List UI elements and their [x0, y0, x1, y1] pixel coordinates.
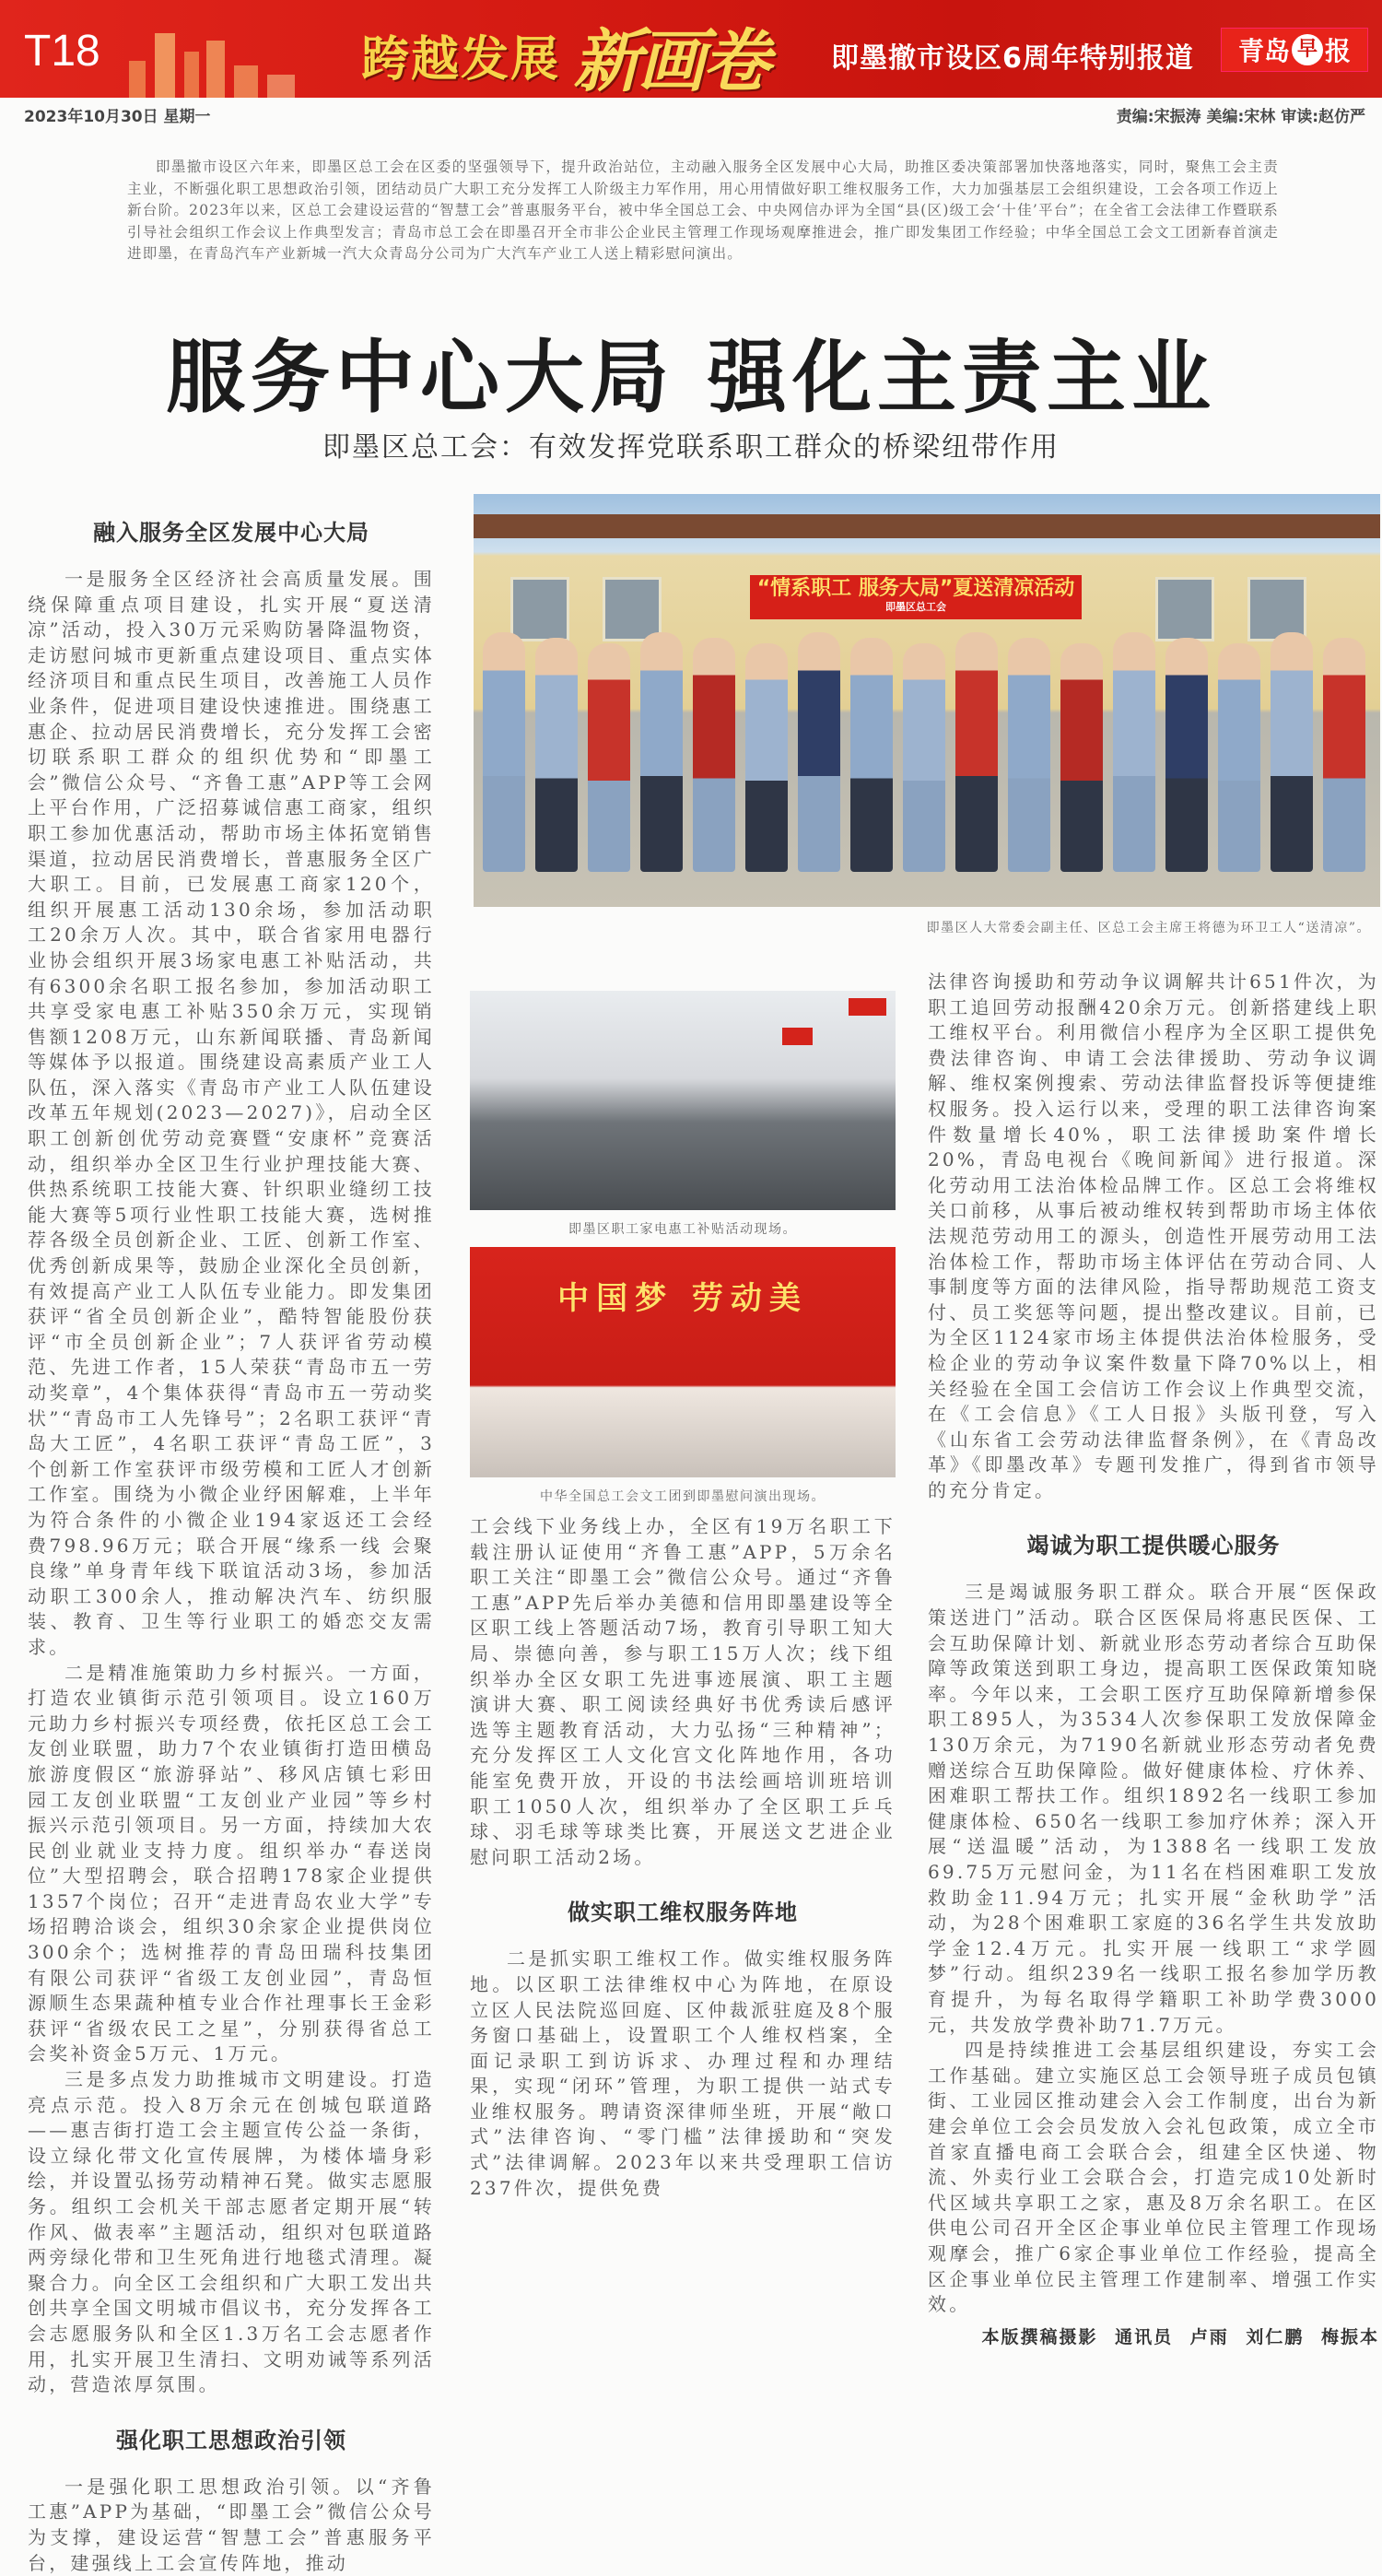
- person-figure: [1060, 643, 1103, 872]
- red-banner-decoration: [849, 998, 886, 1016]
- photo2-caption: 即墨区职工家电惠工补贴活动现场。: [568, 1222, 797, 1237]
- person-figure: [1271, 632, 1313, 872]
- article-paragraph: 工会线下业务线上办，全区有19万名职工下载注册认证使用“齐鲁工惠”APP，5万余名职工关注“即墨工会”微信公众号。通过“齐鲁工惠”APP先后举办美德和信用即墨建设等全区职工线上答题活动7场，教育引导职工知大局、崇德向善，参与职工15万人次；线下组织举办全区女职工先进事迹展演、职工主题演讲大赛、职工阅读经典好书优秀读后感评选等主题教育活动，大力弘扬“三种精神”；充分发挥区工人文化宫文化阵地作用，各功能室免费开放，开设的书法绘画培训班培训职工1050人次，组织举办了全区职工乒乓球、羽毛球等球类比赛，开展送文艺进企业慰问职工活动2场。: [470, 1515, 896, 1868]
- logo-text-left: 青岛: [1237, 36, 1290, 66]
- special-report-label: 即墨撤市设区6周年特别报道: [831, 42, 1194, 75]
- section-heading: 做实职工维权服务阵地: [568, 1900, 798, 1926]
- section-title-calligraphy: 新画卷: [573, 22, 767, 98]
- red-banner-decoration: [782, 1028, 813, 1045]
- person-figure: [1113, 632, 1155, 872]
- article-paragraph: 二是抓实职工维权工作。做实维权服务阵地。以区职工法律维权中心为阵地，在原设立区人民法院巡回庭、区仲裁派驻庭及8个服务窗口基础上，设置职工个人维权档案，全面记录职工到访诉求、办理过程和办理结果，实现“闭环”管理，为职工提供一站式专业维权服务。聘请资深律师坐班，开展“敞口式”法律咨询、“零门槛”法律援助和“突发式”法律调解。2023年以来共受理职工信访237件次，提供免费: [470, 1947, 896, 2199]
- person-figure: [850, 638, 893, 872]
- logo-emblem-icon: 早: [1292, 34, 1323, 65]
- middle-column: [470, 991, 896, 2201]
- photo3-caption: 中华全国总工会文工团到即墨慰问演出现场。: [540, 1489, 826, 1504]
- article-paragraph: 三是竭诚服务职工群众。联合开展“医保政策送进门”活动。联合区医保局将惠民医保、工会互助保障计划、新就业形态劳动者综合互助保障等政策送到职工身边，提高职工医保政策知晓率。今年以来，工会职工医疗互助保障新增参保职工895人，为3534人次参保职工发放保障金130万余元，为7190名新就业形态劳动者免费赠送综合互助保障险。做好健康体检、疗休养、困难职工帮扶工作。组织1892名一线职工参加健康体检、650名一线职工参加疗休养；深入开展“送温暖”活动，为1388名一线职工发放69.75万元慰问金，为11名在档困难职工发放救助金11.94万元；扎实开展“金秋助学”活动，为28个困难职工家庭的36名学生共发放助学金12.4万元。扎实开展一线职工“求学圆梦”行动。组织239名一线职工报名参加学历教育提升，为每名取得学籍职工补助学费3000元，共发放学费补助71.7万元。: [928, 1581, 1379, 2036]
- person-figure: [1323, 638, 1365, 872]
- person-figure: [483, 632, 525, 872]
- person-figure: [535, 638, 578, 872]
- sub-headline: 即墨区总工会：有效发挥党联系职工群众的桥梁纽带作用: [322, 431, 1060, 464]
- left-column: [28, 505, 435, 2576]
- window: [603, 577, 662, 641]
- window: [1155, 577, 1214, 641]
- section-heading: 竭诚为职工提供暖心服务: [1026, 1533, 1281, 1559]
- person-figure: [640, 632, 683, 872]
- person-figure: [798, 632, 840, 872]
- right-column: [928, 970, 1379, 2348]
- newspaper-logo: [1221, 28, 1368, 72]
- window: [510, 577, 569, 641]
- person-figure: [1218, 643, 1260, 872]
- page-number: T18: [24, 27, 100, 76]
- person-figure: [955, 632, 998, 872]
- article-paragraph: 一是强化职工思想政治引领。以“齐鲁工惠”APP为基础，“即墨工会”微信公众号为支撑，建设运营“智慧工会”普惠服务平台，建强线上工会宣传阵地，推动: [28, 2475, 435, 2574]
- city-skyline-graphic: [111, 24, 387, 98]
- person-figure: [1165, 638, 1208, 872]
- person-figure: [1008, 638, 1050, 872]
- event-banner-subtext: 即墨区总工会: [885, 601, 946, 613]
- photo-send-coolness-event: [474, 494, 1380, 907]
- article-paragraph: 三是多点发力助推城市文明建设。打造亮点示范。投入8万余元在创城包联道路——惠吉街打造工会主题宣传公益一条街，设立绿化带文化宣传展牌，为楼体墙身彩绘，并设置弘扬劳动精神石凳。做实志愿服务。组织工会机关干部志愿者定期开展“转作风、做表率”主题活动，组织对包联道路两旁绿化带和卫生死角进行地毯式清理。凝聚合力。向全区工会组织和广大职工发出共创共享全国文明城市倡议书，充分发挥各工会志愿服务队和全区1.3万名工会志愿者作用，扎实开展卫生清扫、文明劝诫等系列活动，营造浓厚氛围。: [28, 2068, 435, 2396]
- photo-appliance-subsidy-event: [470, 991, 896, 1210]
- person-figure: [903, 643, 945, 872]
- person-figure: [588, 643, 630, 872]
- page-banner: [0, 0, 1382, 98]
- section-heading: 融入服务全区发展中心大局: [93, 520, 369, 546]
- byline: 本版撰稿摄影 通讯员 卢雨 刘仁鹏 梅振本: [981, 2326, 1379, 2347]
- logo-text-right: 报: [1325, 36, 1352, 66]
- article-paragraph: 二是精准施策助力乡村振兴。一方面，打造农业镇街示范引领项目。设立160万元助力乡村振兴专项经费，依托区总工会工友创业联盟，助力7个农业镇街打造田横岛旅游度假区“旅游驿站”、移风店镇七彩田园工友创业联盟“工友创业产业园”等乡村振兴示范引领项目。另一方面，持续加大农民创业就业支持力度。组织举办“春送岗位”大型招聘会，联合招聘178家企业提供1357个岗位；召开“走进青岛农业大学”专场招聘洽谈会，组织30余家企业提供岗位300余个；选树推荐的青岛田瑞科技集团有限公司获评“省级工友创业园”，青岛恒源顺生态果蔬种植专业合作社理事长王金彩获评“省级农民工之星”，分别获得省总工会奖补资金5万元、1万元。: [28, 1661, 435, 2065]
- main-headline: 服务中心大局 强化主责主业: [166, 332, 1216, 424]
- article-paragraph: 四是持续推进工会基层组织建设，夯实工会工作基础。建立实施区总工会领导班子成员包镇街、工业园区推动建会入会工作制度，出台为新建会单位工会会员发放入会礼包政策，成立全市首家直播电商工会联合会，组建全区快递、物流、外卖行业工会联合会，打造完成10处新时代区域共享职工之家，惠及8万余名职工。在区供电公司召开全区企事业单位民主管理工作现场观摩会，推广6家企事业单位工作经验，提高全区企事业单位民主管理工作建制率、增强工作实效。: [928, 2039, 1379, 2316]
- intro-paragraph: 即墨撤市设区六年来，即墨区总工会在区委的坚强领导下，提升政治站位，主动融入服务全区发展中心大局，助推区委决策部署加快落地落实，同时，聚焦工会主责主业，不断强化职工思想政治引领，团结动员广大职工充分发挥工人阶级主力军作用，用心用情做好职工维权服务工作，大力加强基层工会组织建设，工会各项工作迈上新台阶。2023年以来，区总工会建设运营的“智慧工会”普惠服务平台，被中华全国总工会、中央网信办评为全国“县(区)级工会‘十佳’平台”；在全省工会法律工作暨联系引导社会组织工作会议上作典型发言；青岛市总工会在即墨召开全市非公企业民主管理工作现场观摩推进会，推广即发集团工作经验；中华全国总工会文工团新春首演走进即墨，在青岛汽车产业新城一汽大众青岛分公司为广大汽车产业工人送上精彩慰问演出。: [127, 159, 1279, 262]
- person-figure: [745, 643, 788, 872]
- article-paragraph: 法律咨询援助和劳动争议调解共计651件次，为职工追回劳动报酬420余万元。创新搭建线上职工维权平台。利用微信小程序为全区职工提供免费法律咨询、申请工会法律援助、劳动争议调解、维权案例搜索、劳动法律监督投诉等便捷维权服务。投入运行以来，受理的职工法律咨询案件数量增长40%，职工法律援助案件增长20%，青岛电视台《晚间新闻》进行报道。深化劳动用工法治体检品牌工作。区总工会将维权关口前移，从事后被动维权转到帮助市场主体依法规范劳动用工的源头，创造性开展劳动用工法治体检工作，帮助市场主体评估在劳动合同、人事制度等方面的法律风险，指导帮助规范工资支付、员工奖惩等问题，提出整改建议。目前，已为全区1124家市场主体提供法治体检服务，受检企业的劳动争议案件数量下降70%以上，相关经验在全国工会信访工作会议上作典型交流，在《工会信息》《工人日报》头版刊登，写入《山东省工会劳动法律监督条例》，在《青岛改革》《即墨改革》专题刊发推广，得到省市领导的充分肯定。: [928, 970, 1379, 1501]
- article-paragraph: 一是服务全区经济社会高质量发展。围绕保障重点项目建设，扎实开展“夏送清凉”活动，投入30万元采购防暑降温物资，走访慰问城市更新重点建设项目、重点实体经济项目和重点民生项目，改善施工人员作业条件，促进项目建设快速推进。围绕惠工惠企、拉动居民消费增长，充分发挥工会密切联系职工群众的组织优势和“即墨工会”微信公众号、“齐鲁工惠”APP等工会网上平台作用，广泛招募诚信惠工商家，组织职工参加优惠活动，帮助市场主体拓宽销售渠道，拉动居民消费增长，普惠服务全区广大职工。目前，已发展惠工商家120个，组织开展惠工活动130余场，参加活动职工20余万人次。其中，联合省家用电器行业协会组织开展3场家电惠工补贴活动，共有6300余名职工报名参加，参加活动职工共享受家电惠工补贴350余万元，实现销售额1208万元，山东新闻联播、青岛新闻等媒体予以报道。围绕建设高素质产业工人队伍，深入落实《青岛市产业工人队伍建设改革五年规划(2023—2027)》，启动全区职工创新创优劳动竞赛暨“安康杯”竞赛活动，组织举办全区卫生行业护理技能大赛、供热系统职工技能大赛、针织职业缝纫工技能大赛等5项行业性职工技能大赛，选树推荐各级全员创新企业、工匠、创新工作室、优秀创新成果等，鼓励企业深化全员创新，有效提高产业工人队伍专业能力。即发集团获评“省全员创新企业”，酷特智能股份获评“市全员创新企业”；7人获评省劳动模范、先进工作者，15人荣获“青岛市五一劳动奖章”，4个集体获得“青岛市五一劳动奖状”“青岛市工人先锋号”；2名职工获评“青岛大工匠”，4名职工获评“青岛工匠”，3个创新工作室获评市级劳模和工匠人才创新工作室。围绕为小微企业纾困解难，上半年为符合条件的小微企业194家返还工会经费798.96万元；联合开展“缘系一线 会聚良缘”单身青年线下联谊活动3场，参加活动职工300余人，推动解决汽车、纺织服装、教育、卫生等行业职工的婚恋交友需求。: [28, 568, 435, 1658]
- section-title: 跨越发展: [361, 32, 561, 88]
- issue-date: 2023年10月30日 星期一: [24, 108, 211, 126]
- photo1-caption: 即墨区人大常委会副主任、区总工会主席王将德为环卫工人“送清凉”。: [926, 921, 1371, 935]
- section-heading: 强化职工思想政治引领: [116, 2427, 346, 2453]
- event-banner-text: “情系职工 服务大局”夏送清凉活动: [756, 577, 1075, 600]
- person-figure: [693, 638, 735, 872]
- stage-backdrop-text: 中国梦 劳动美: [557, 1280, 808, 1317]
- photo-art-troupe-performance: [470, 1247, 896, 1477]
- building-roof: [474, 514, 1380, 538]
- editor-credits: 责编:宋振涛 美编:宋林 审读:赵仿严: [1116, 108, 1365, 126]
- event-banner: [750, 575, 1082, 619]
